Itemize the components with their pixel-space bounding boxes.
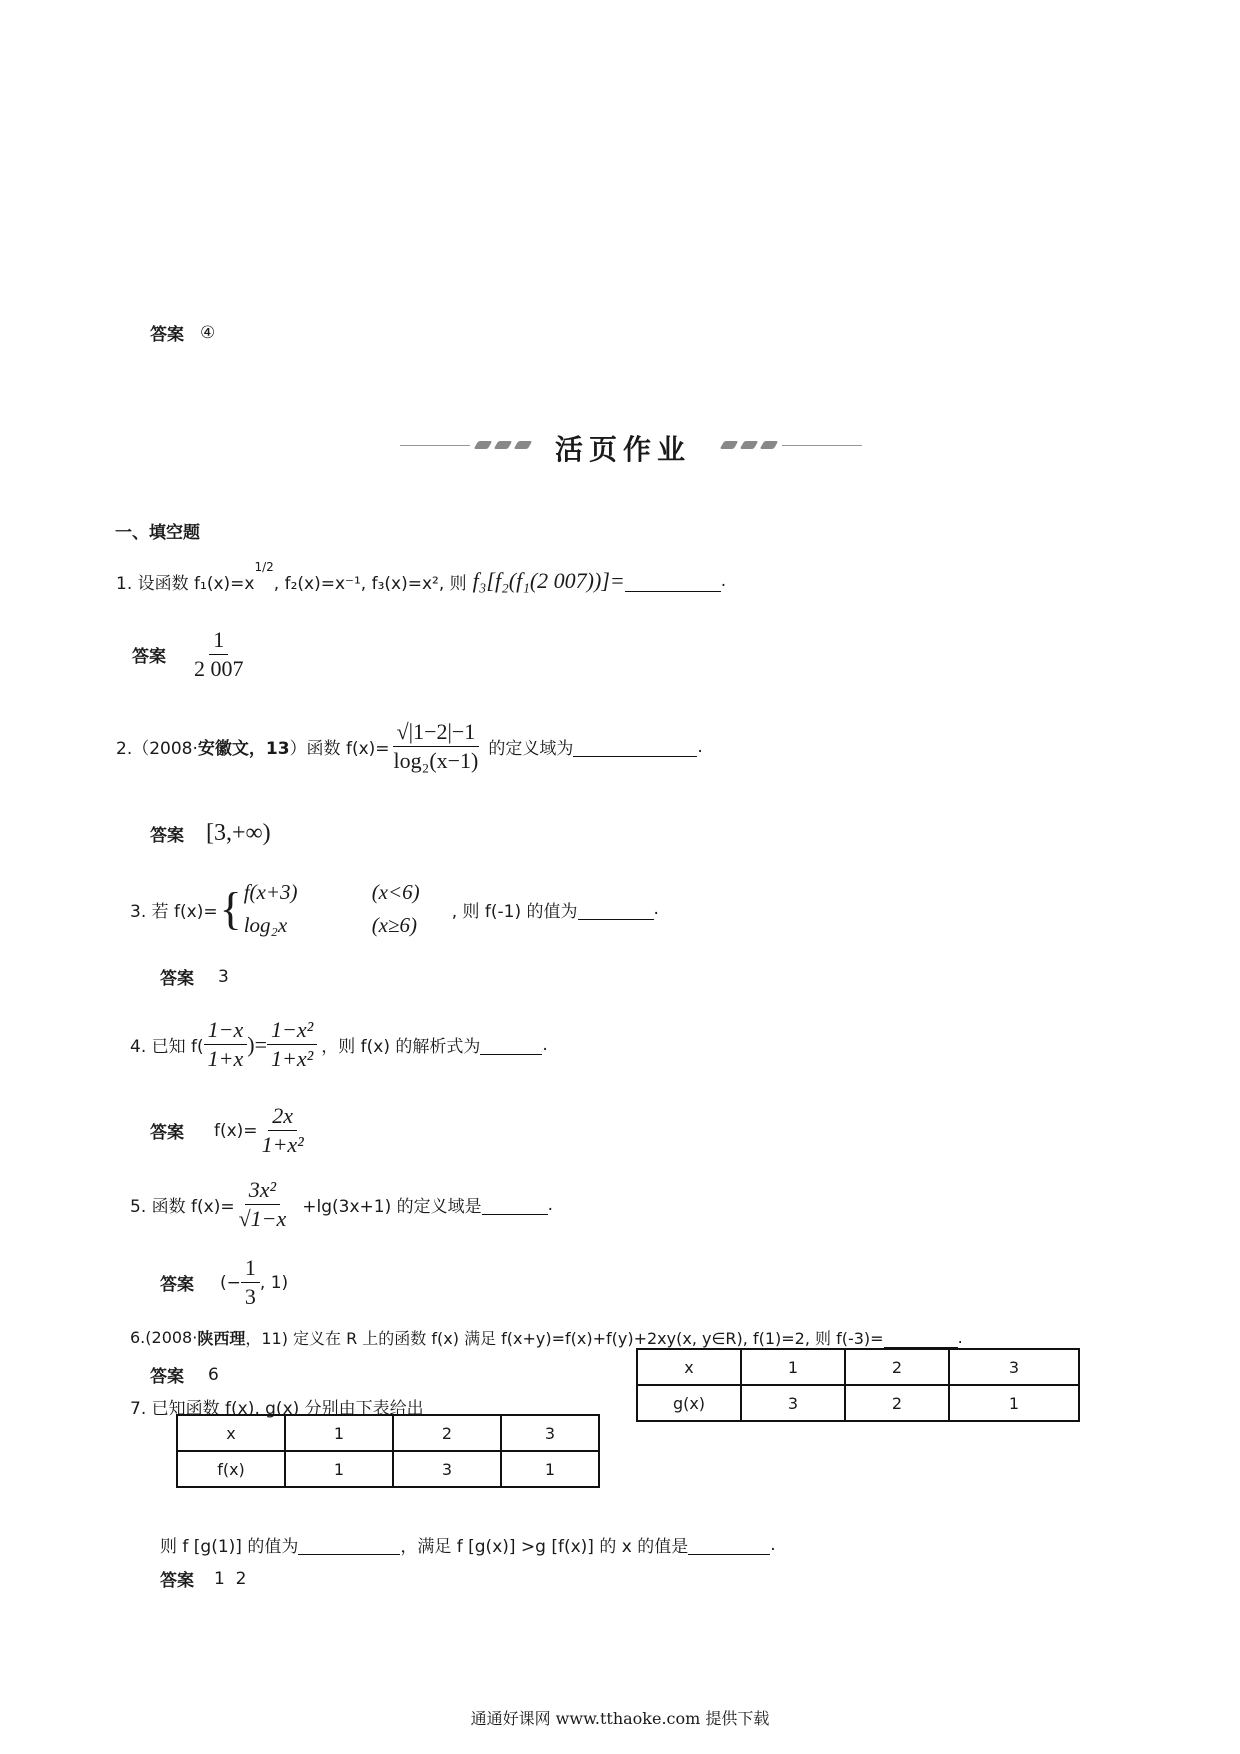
q1-expression: f₃[f₂(f₁(2 007))]= bbox=[472, 568, 625, 593]
table-cell: 3 bbox=[501, 1415, 599, 1451]
fraction-numerator: 1−x bbox=[204, 1018, 248, 1045]
q3-cond2: (x≥6) bbox=[371, 913, 418, 937]
q1-period: . bbox=[720, 571, 727, 591]
fraction-numerator: 1 bbox=[241, 1256, 260, 1283]
answer-5 bbox=[160, 1256, 288, 1309]
q4-period: . bbox=[542, 1034, 548, 1055]
q3-suffix: , 则 f(-1) 的值为 bbox=[451, 901, 578, 922]
answer-4 bbox=[150, 1104, 308, 1157]
table-cell: 3 bbox=[949, 1349, 1079, 1385]
q2-source: 安徽文，13 bbox=[197, 739, 290, 760]
answer-label: 答案 bbox=[160, 1275, 194, 1296]
fraction-denominator: 1+x² bbox=[271, 1046, 314, 1072]
question-7-continued bbox=[160, 1532, 776, 1557]
question-6 bbox=[130, 1326, 963, 1349]
question-3 bbox=[130, 880, 659, 938]
fraction-denominator: 1+x² bbox=[261, 1132, 304, 1158]
fraction-denominator: log₂(x−1) bbox=[393, 748, 479, 774]
q6-prefix: 6.(2008· bbox=[130, 1328, 198, 1347]
q7-answer-blank-1 bbox=[298, 1534, 400, 1555]
table-row bbox=[177, 1451, 599, 1487]
q3-cond1: (x<6) bbox=[371, 880, 420, 904]
diamond-icon bbox=[514, 441, 533, 449]
table-row bbox=[637, 1349, 1079, 1385]
answer-label: 答案 bbox=[160, 1571, 194, 1591]
table-cell: x bbox=[637, 1349, 741, 1385]
fraction-denominator: 2 007 bbox=[194, 656, 244, 682]
q3-case2: log₂x bbox=[243, 913, 288, 937]
fraction-numerator: √|1−2|−1 bbox=[393, 720, 480, 747]
answer-value: ④ bbox=[200, 322, 216, 343]
answer-label: 答案 bbox=[160, 969, 194, 989]
table-cell: 1 bbox=[285, 1415, 393, 1451]
q1-rest: , f₂(x)=x⁻¹, f₃(x)=x², 则 bbox=[273, 573, 467, 594]
q5-answer-blank bbox=[482, 1194, 548, 1215]
diamond-icon bbox=[760, 441, 779, 449]
table-f bbox=[176, 1414, 600, 1488]
a2-value: [3,+∞) bbox=[206, 820, 271, 846]
fraction-numerator: 1 bbox=[209, 628, 228, 655]
q6-source: 陕西理 bbox=[197, 1329, 246, 1348]
table-cell: 1 bbox=[949, 1385, 1079, 1421]
answer-label: 答案 bbox=[150, 1367, 184, 1387]
table-cell: f(x) bbox=[177, 1451, 285, 1487]
a5-fraction bbox=[241, 1256, 260, 1309]
table-row bbox=[177, 1415, 599, 1451]
a3-value: 3 bbox=[218, 966, 229, 987]
diamond-icon bbox=[720, 441, 739, 449]
q4-fraction-1 bbox=[204, 1018, 248, 1071]
table-cell: 1 bbox=[501, 1451, 599, 1487]
q2-period: . bbox=[697, 736, 703, 757]
q1-exponent: 1/2 bbox=[254, 560, 274, 574]
fraction-numerator: 1−x² bbox=[267, 1018, 317, 1045]
q3-period: . bbox=[653, 899, 659, 919]
table-g bbox=[636, 1348, 1080, 1422]
q2-answer-blank bbox=[573, 736, 697, 757]
a4-fraction bbox=[258, 1104, 308, 1157]
question-1 bbox=[116, 560, 727, 594]
section-heading: 一、填空题 bbox=[115, 523, 200, 543]
q4-equals: )= bbox=[247, 1031, 268, 1057]
table-cell: x bbox=[177, 1415, 285, 1451]
a1-fraction bbox=[190, 628, 248, 681]
q6-text: ，11) 定义在 R 上的函数 f(x) 满足 f(x+y)=f(x)+f(y)+2xy(x, y∈R), f(1)=2, 则 f(-3)= bbox=[245, 1329, 884, 1348]
diamond-icon bbox=[474, 441, 493, 449]
a7-value: 1 2 bbox=[214, 1568, 247, 1589]
question-5 bbox=[130, 1178, 553, 1231]
question-4 bbox=[130, 1018, 548, 1071]
q4-prefix: 4. 已知 f( bbox=[130, 1037, 204, 1058]
answer-3 bbox=[160, 964, 229, 989]
a6-value: 6 bbox=[208, 1364, 219, 1385]
title-line-left bbox=[400, 445, 470, 446]
fraction-denominator: 3 bbox=[244, 1284, 256, 1310]
q5-suffix: +lg(3x+1) 的定义域是 bbox=[302, 1197, 482, 1218]
q5-period: . bbox=[547, 1194, 554, 1215]
table-cell: 2 bbox=[845, 1349, 949, 1385]
diamond-icon bbox=[740, 441, 759, 449]
q4-answer-blank bbox=[480, 1034, 542, 1055]
top-answer bbox=[150, 320, 215, 345]
q4-suffix: ，则 f(x) 的解析式为 bbox=[321, 1037, 481, 1058]
fraction-numerator: 2x bbox=[268, 1104, 297, 1131]
answer-6 bbox=[150, 1362, 219, 1387]
q7-answer-blank-2 bbox=[688, 1534, 770, 1555]
answer-label: 答案 bbox=[150, 325, 184, 345]
table-cell: g(x) bbox=[637, 1385, 741, 1421]
answer-7 bbox=[160, 1566, 246, 1591]
q3-piecewise bbox=[244, 880, 452, 938]
question-2 bbox=[116, 720, 703, 773]
a5-suffix: , 1) bbox=[259, 1272, 289, 1293]
a5-prefix: (− bbox=[220, 1272, 241, 1293]
table-cell: 1 bbox=[741, 1349, 845, 1385]
q3-answer-blank bbox=[578, 899, 654, 920]
q7-part1: 则 f [g(1)] 的值为 bbox=[160, 1537, 299, 1557]
q2-prefix: 2.（2008· bbox=[116, 739, 198, 760]
q2-suffix: 的定义域为 bbox=[488, 739, 574, 760]
title-line-right bbox=[782, 445, 862, 446]
q7-text: 7. 已知函数 f(x), g(x) 分别由下表给出 bbox=[130, 1399, 424, 1419]
q2-mid: ）函数 f(x)= bbox=[289, 739, 390, 760]
answer-label: 答案 bbox=[132, 647, 166, 668]
answer-label: 答案 bbox=[150, 1123, 184, 1144]
table-cell: 3 bbox=[393, 1451, 501, 1487]
q5-fraction bbox=[235, 1178, 291, 1231]
page-footer: 通通好课网 www.tthaoke.com 提供下载 bbox=[470, 1709, 770, 1728]
table-cell: 2 bbox=[393, 1415, 501, 1451]
q6-period: . bbox=[957, 1328, 963, 1347]
table-cell: 2 bbox=[845, 1385, 949, 1421]
answer-1 bbox=[132, 628, 248, 681]
q5-prefix: 5. 函数 f(x)= bbox=[130, 1197, 235, 1218]
q1-answer-blank bbox=[625, 571, 721, 592]
q3-prefix: 3. 若 f(x)= bbox=[130, 901, 218, 922]
q7-part2: ，满足 f [g(x)] >g [f(x)] 的 x 的值是 bbox=[400, 1537, 689, 1557]
table-row bbox=[637, 1385, 1079, 1421]
answer-2 bbox=[150, 820, 271, 847]
section-title: 活页作业 bbox=[555, 433, 692, 466]
q2-fraction bbox=[390, 720, 483, 773]
table-cell: 1 bbox=[285, 1451, 393, 1487]
answer-label: 答案 bbox=[150, 826, 184, 846]
table-cell: 3 bbox=[741, 1385, 845, 1421]
fraction-numerator: 3x² bbox=[245, 1178, 280, 1205]
fraction-denominator: 1+x bbox=[207, 1046, 244, 1072]
q3-case1: f(x+3) bbox=[243, 880, 298, 904]
a4-prefix: f(x)= bbox=[214, 1120, 258, 1141]
q1-text: 1. 设函数 f₁(x)=x bbox=[116, 573, 255, 594]
q7-period: . bbox=[770, 1534, 776, 1555]
q6-answer-blank bbox=[884, 1327, 958, 1348]
diamond-icon bbox=[494, 441, 513, 449]
q4-fraction-2 bbox=[267, 1018, 317, 1071]
fraction-denominator: √1−x bbox=[238, 1206, 287, 1232]
brace-icon: { bbox=[219, 883, 242, 934]
